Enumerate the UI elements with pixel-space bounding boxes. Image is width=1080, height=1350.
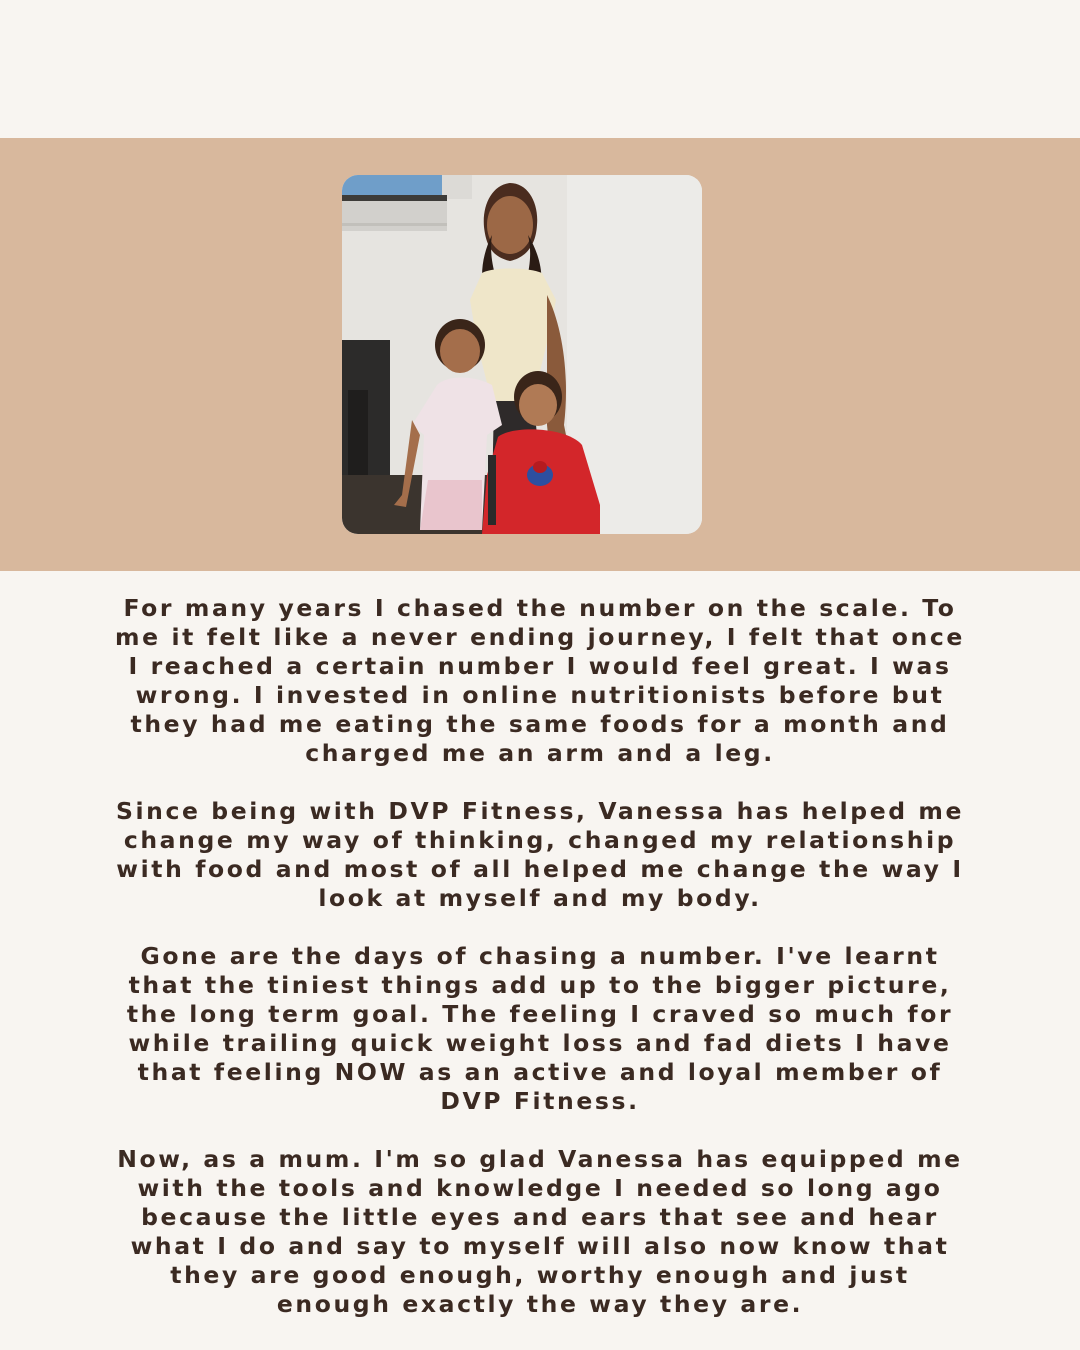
- text-line: because the little eyes and ears that see and hear: [141, 1203, 939, 1231]
- text-line: change my way of thinking, changed my relationship: [123, 826, 957, 854]
- text-line: wrong. I invested in online nutritionists before but: [135, 681, 945, 709]
- text-line: Since being with DVP Fitness, Vanessa has helped me: [115, 797, 965, 825]
- text-line: with the tools and knowledge I needed so long ago: [137, 1174, 943, 1202]
- text-line: they are good enough, worthy enough and just: [170, 1261, 910, 1289]
- text-line: they had me eating the same foods for a month and: [130, 710, 950, 738]
- text-line: what I do and say to myself will also now know that: [130, 1232, 950, 1260]
- text-line: that feeling NOW as an active and loyal member of: [137, 1058, 943, 1086]
- testimonial-photo: [342, 175, 702, 534]
- text-line: enough exactly the way they are.: [276, 1290, 804, 1318]
- text-line: I reached a certain number I would feel great. I was: [128, 652, 952, 680]
- text-line: Now, as a mum. I'm so glad Vanessa has equipped me: [117, 1145, 963, 1173]
- testimonial-paragraph-4: [95, 1145, 985, 1319]
- text-line: the long term goal. The feeling I craved so much for: [126, 1000, 954, 1028]
- text-line: DVP Fitness.: [440, 1087, 640, 1115]
- text-line: that the tiniest things add up to the bigger picture,: [128, 971, 952, 999]
- testimonial-paragraph-3: [95, 942, 985, 1116]
- text-line: For many years I chased the number on the scale. To: [123, 594, 957, 622]
- text-line: with food and most of all helped me change the way I: [116, 855, 964, 883]
- text-line: charged me an arm and a leg.: [305, 739, 775, 767]
- testimonial-paragraph-2: [95, 797, 985, 913]
- text-line: me it felt like a never ending journey, I felt that once: [115, 623, 965, 651]
- text-line: Gone are the days of chasing a number. I've learnt: [140, 942, 940, 970]
- text-line: look at myself and my body.: [318, 884, 762, 912]
- testimonial-paragraph-1: [95, 594, 985, 768]
- text-line: while trailing quick weight loss and fad diets I have: [128, 1029, 952, 1057]
- testimonial-text: [95, 594, 985, 1319]
